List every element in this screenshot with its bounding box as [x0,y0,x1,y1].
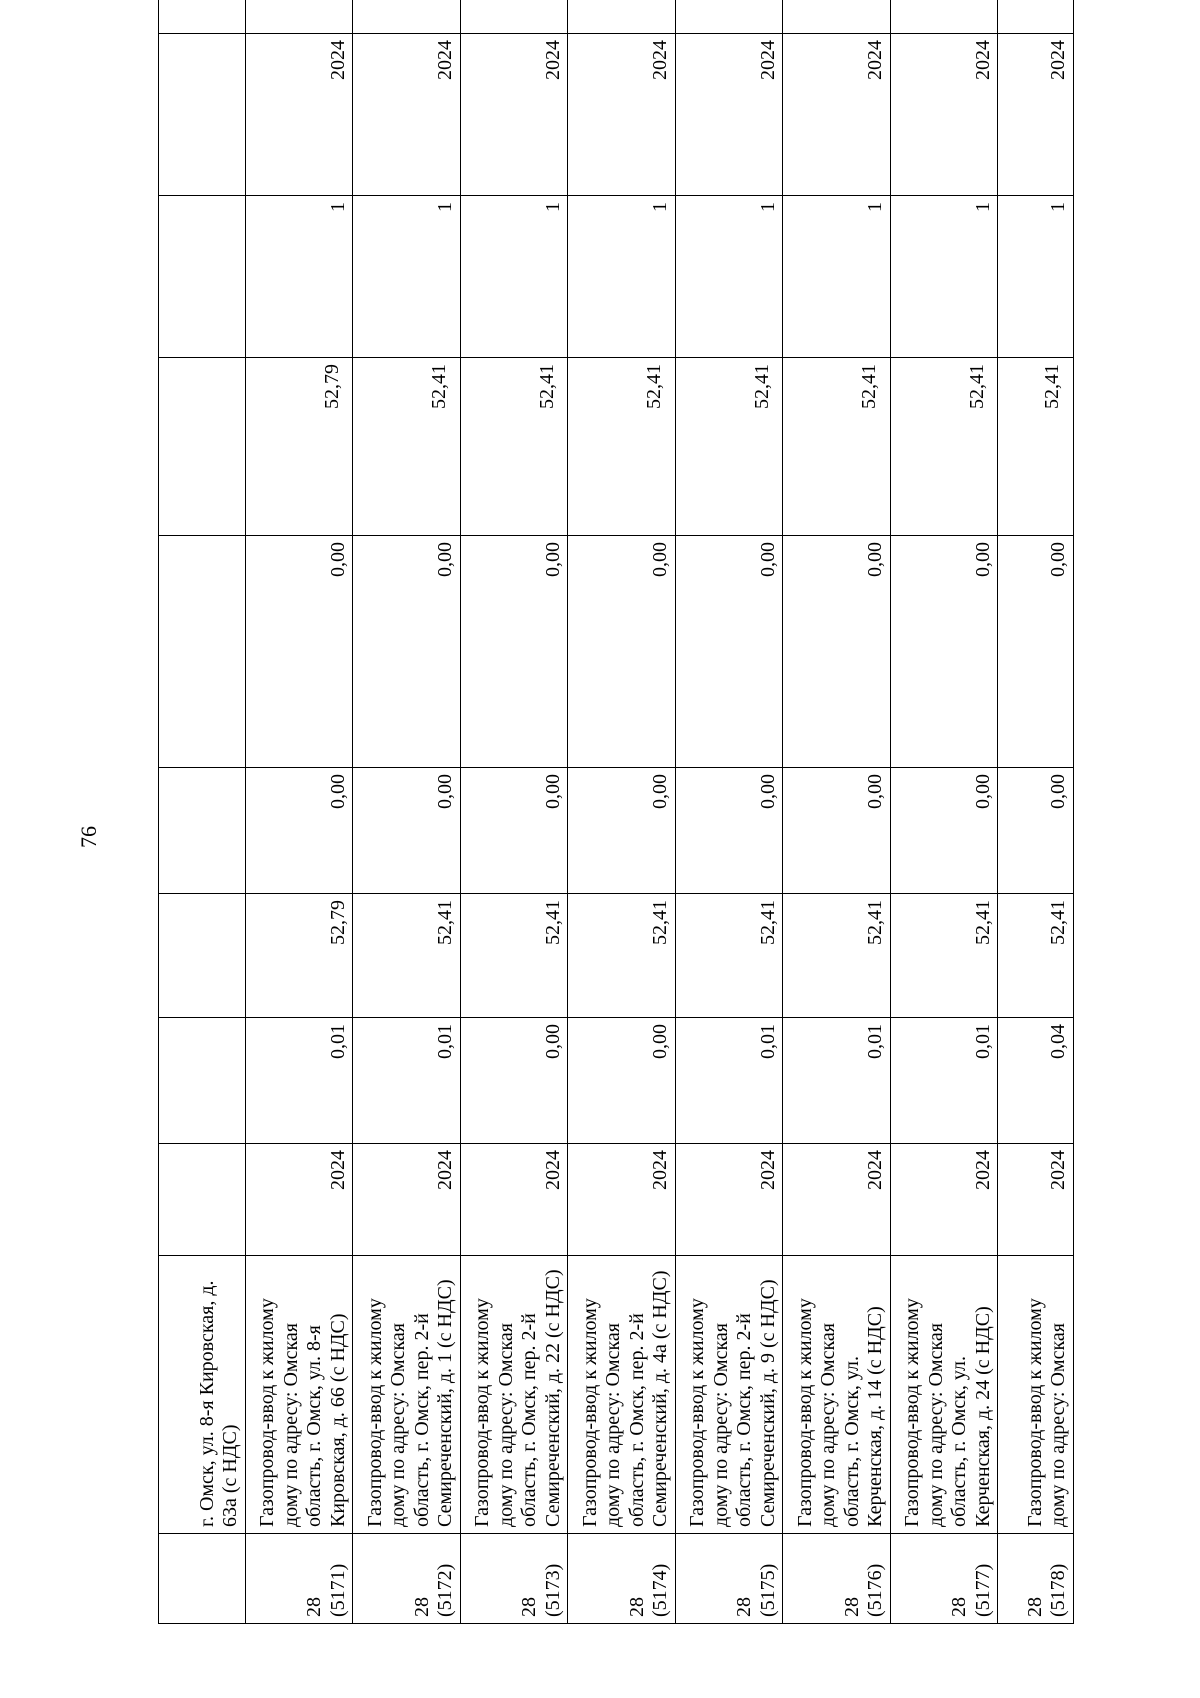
cell-y1: 2024 [675,34,783,196]
cell-name: Газопровод-ввод к жилому дому по адресу: Омская область, г. Омск, ул. 8-я Кировская, д. 66 (с НДС) [245,1256,353,1534]
cell-y1: 2024 [245,34,353,196]
cell-v4: 0,00 [675,536,783,768]
cell-v5-value: 52,41 [428,364,451,409]
cell-name: Газопровод-ввод к жилому дому по адресу: Омская область, г. Омск, пер. 2-й Семиреченский, д. 1 (с НДС) [353,1256,461,1534]
cell-year: 2024 [998,1144,1074,1256]
cell-y2 [675,0,783,34]
cell-y2 [245,0,353,34]
cell-year: 2024 [568,1144,676,1256]
cell-v4: 0,00 [998,536,1074,768]
cell-num: 28 (5171) [245,1534,353,1624]
cell-y2 [159,0,246,34]
cell-v2: 52,41 [353,894,461,1018]
cell-y1: 2024 [998,34,1074,196]
cell-year [159,1144,246,1256]
cell-y1: 2024 [568,34,676,196]
cell-v5-value: 52,41 [1041,364,1064,409]
cell-num: 28 (5172) [353,1534,461,1624]
table-row [675,0,783,1624]
investment-table [158,0,1074,1624]
cell-y2 [568,0,676,34]
cell-v4 [159,536,246,768]
cell-v2: 52,41 [460,894,568,1018]
cell-v3: 0,00 [998,768,1074,894]
table-row [568,0,676,1624]
cell-year: 2024 [460,1144,568,1256]
cell-v3 [159,768,246,894]
cell-v6: 1 [783,196,891,358]
cell-v5 [998,358,1074,536]
cell-v1: 0,01 [353,1018,461,1144]
table-row [998,0,1074,1624]
cell-v5-value: 52,41 [643,364,666,409]
cell-v6: 1 [890,196,998,358]
cell-name: г. Омск, ул. 8-я Кировская, д. 63а (с НДС) [159,1256,246,1534]
cell-v2: 52,41 [890,894,998,1018]
cell-v2: 52,41 [675,894,783,1018]
rotated-table-content [158,40,1074,1624]
cell-v6: 1 [460,196,568,358]
cell-v4: 0,00 [460,536,568,768]
cell-y2 [998,0,1074,34]
cell-name: Газопровод-ввод к жилому дому по адресу: Омская область, г. Омск, пер. 2-й Семиреченский, д. 4а (с НДС) [568,1256,676,1534]
cell-v2: 52,79 [245,894,353,1018]
cell-v1: 0,01 [783,1018,891,1144]
cell-v5 [783,358,891,536]
cell-num [159,1534,246,1624]
table-row [460,0,568,1624]
cell-year: 2024 [353,1144,461,1256]
cell-v5-value: 52,79 [320,364,343,409]
cell-y2 [890,0,998,34]
cell-v2: 52,41 [998,894,1074,1018]
cell-v1: 0,00 [568,1018,676,1144]
table-row [353,0,461,1624]
cell-y1 [159,34,246,196]
cell-v2: 52,41 [568,894,676,1018]
cell-v3: 0,00 [890,768,998,894]
cell-v5-value: 52,41 [965,364,988,409]
cell-v3: 0,00 [353,768,461,894]
cell-y1: 2024 [783,34,891,196]
page-number: 76 [76,826,101,848]
cell-num: 28 (5173) [460,1534,568,1624]
cell-v4: 0,00 [245,536,353,768]
cell-v4: 0,00 [353,536,461,768]
cell-v3: 0,00 [245,768,353,894]
table-row-continuation [159,0,246,1624]
cell-v6: 1 [568,196,676,358]
cell-y1: 2024 [353,34,461,196]
cell-v3: 0,00 [460,768,568,894]
cell-v5 [159,358,246,536]
cell-v1 [159,1018,246,1144]
cell-year: 2024 [675,1144,783,1256]
cell-num: 28 (5176) [783,1534,891,1624]
cell-v5-value: 52,41 [858,364,881,409]
cell-v5 [675,358,783,536]
cell-v5 [245,358,353,536]
cell-name: Газопровод-ввод к жилому дому по адресу: Омская область, г. Омск, ул. Керченская, д. 24 (с НДС) [890,1256,998,1534]
cell-v4: 0,00 [568,536,676,768]
rotated-table-frame [158,40,1074,1624]
cell-num: 28 (5174) [568,1534,676,1624]
cell-y2 [783,0,891,34]
cell-v2 [159,894,246,1018]
cell-v6 [159,196,246,358]
cell-year: 2024 [783,1144,891,1256]
table-row [245,0,353,1624]
cell-y1: 2024 [460,34,568,196]
cell-name: Газопровод-ввод к жилому дому по адресу: Омская область, г. Омск, пер. 2-й Семиреченский, д. 22 (с НДС) [460,1256,568,1534]
cell-y2 [460,0,568,34]
cell-v6: 1 [245,196,353,358]
cell-v5-value: 52,41 [750,364,773,409]
cell-v6: 1 [998,196,1074,358]
cell-year: 2024 [245,1144,353,1256]
cell-v5-value: 52,41 [535,364,558,409]
cell-y2 [353,0,461,34]
cell-v1: 0,00 [460,1018,568,1144]
cell-v6: 1 [675,196,783,358]
cell-v5 [890,358,998,536]
cell-v1: 0,01 [245,1018,353,1144]
table-row [890,0,998,1624]
cell-name: Газопровод-ввод к жилому дому по адресу: Омская [998,1256,1074,1534]
cell-v4: 0,00 [783,536,891,768]
cell-v6: 1 [353,196,461,358]
cell-v3: 0,00 [675,768,783,894]
cell-name: Газопровод-ввод к жилому дому по адресу: Омская область, г. Омск, ул. Керченская, д. 14 (с НДС) [783,1256,891,1534]
cell-v3: 0,00 [568,768,676,894]
cell-v5 [460,358,568,536]
cell-v3: 0,00 [783,768,891,894]
cell-v1: 0,01 [890,1018,998,1144]
cell-y1: 2024 [890,34,998,196]
table-row [783,0,891,1624]
cell-year: 2024 [890,1144,998,1256]
cell-num: 28 (5178) [998,1534,1074,1624]
cell-v1: 0,04 [998,1018,1074,1144]
cell-num: 28 (5177) [890,1534,998,1624]
cell-name: Газопровод-ввод к жилому дому по адресу: Омская область, г. Омск, пер. 2-й Семиреченский, д. 9 (с НДС) [675,1256,783,1534]
cell-v5 [568,358,676,536]
cell-v2: 52,41 [783,894,891,1018]
cell-v4: 0,00 [890,536,998,768]
cell-v5 [353,358,461,536]
cell-v1: 0,01 [675,1018,783,1144]
cell-num: 28 (5175) [675,1534,783,1624]
